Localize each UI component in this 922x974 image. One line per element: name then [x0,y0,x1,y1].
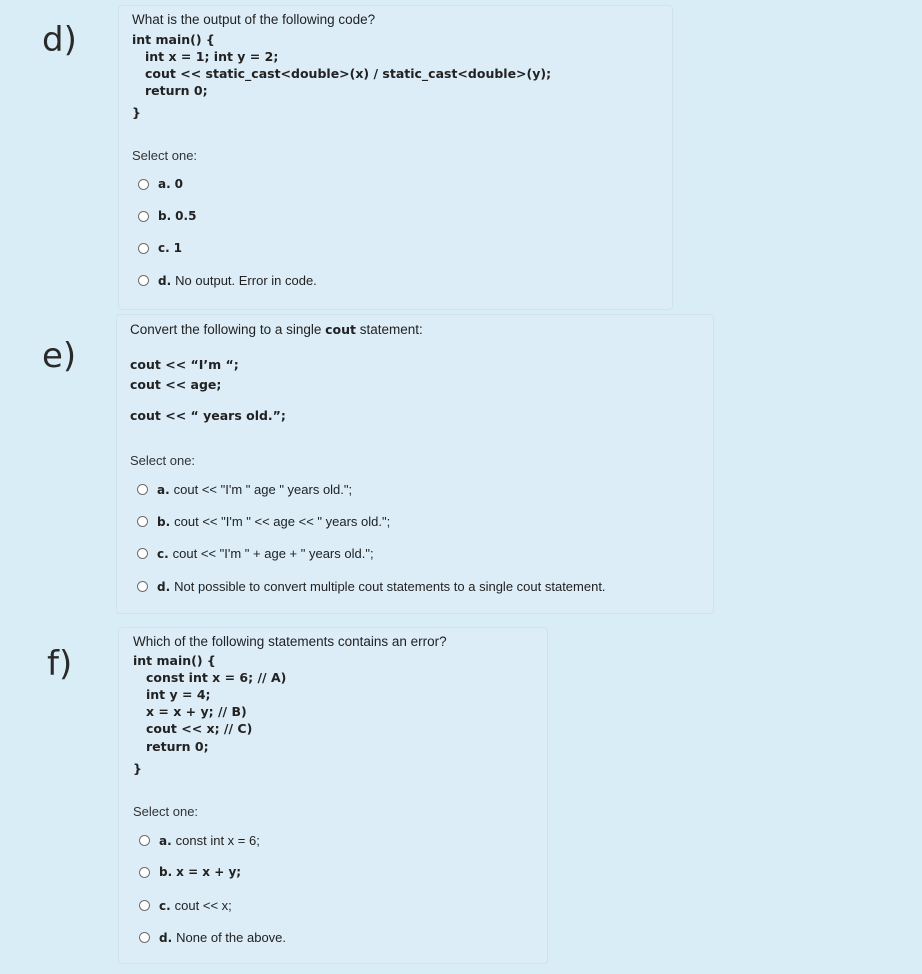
radio-button[interactable] [138,211,149,222]
radio-button[interactable] [139,867,150,878]
radio-button[interactable] [137,548,148,559]
option-e-c[interactable]: c. cout << "I'm " + age + " years old."; [137,546,374,561]
question-e-text: Convert the following to a single cout statement: [130,322,423,337]
code-line: cout << static_cast<double>(x) / static_cast<double>(y); [145,66,552,81]
select-one-label: Select one: [133,804,199,819]
radio-button[interactable] [138,243,149,254]
code-line: return 0; [145,83,208,98]
radio-button[interactable] [138,275,149,286]
radio-button[interactable] [139,900,150,911]
question-d-label: d) [42,20,77,60]
option-f-c[interactable]: c. cout << x; [139,898,232,913]
option-d-c[interactable]: c. 1 [138,241,182,255]
radio-button[interactable] [137,484,148,495]
option-f-a[interactable]: a. const int x = 6; [139,833,260,848]
code-line: } [132,105,141,120]
code-line: } [133,761,142,776]
option-f-d[interactable]: d. None of the above. [139,930,286,945]
radio-button[interactable] [138,179,149,190]
select-one-label: Select one: [130,453,196,468]
option-e-a[interactable]: a. cout << "I'm " age " years old."; [137,482,352,497]
code-line: int x = 1; int y = 2; [145,49,279,64]
code-line: return 0; [146,739,209,754]
option-e-d[interactable]: d. Not possible to convert multiple cout statements to a single cout statement. [137,579,606,594]
radio-button[interactable] [139,835,150,846]
question-d-text: What is the output of the following code? [132,12,376,27]
question-f-label: f) [47,644,73,684]
question-f-text: Which of the following statements contains an error? [133,634,447,649]
question-e-label: e) [42,336,77,376]
radio-button[interactable] [137,581,148,592]
option-d-a[interactable]: a. 0 [138,177,183,191]
code-line: cout << “I’m “; [130,357,239,372]
code-line: int y = 4; [146,687,211,702]
code-line: cout << “ years old.”; [130,408,286,423]
option-e-b[interactable]: b. cout << "I'm " << age << " years old."; [137,514,390,529]
option-d-b[interactable]: b. 0.5 [138,209,196,223]
code-line: int main() { [132,32,215,47]
select-one-label: Select one: [132,148,198,163]
code-line: const int x = 6; // A) [146,670,287,685]
radio-button[interactable] [139,932,150,943]
code-line: x = x + y; // B) [146,704,247,719]
code-line: cout << age; [130,377,222,392]
code-line: int main() { [133,653,216,668]
code-line: cout << x; // C) [146,721,253,736]
option-f-b[interactable]: b. x = x + y; [139,865,241,879]
option-d-d[interactable]: d. No output. Error in code. [138,273,317,288]
radio-button[interactable] [137,516,148,527]
